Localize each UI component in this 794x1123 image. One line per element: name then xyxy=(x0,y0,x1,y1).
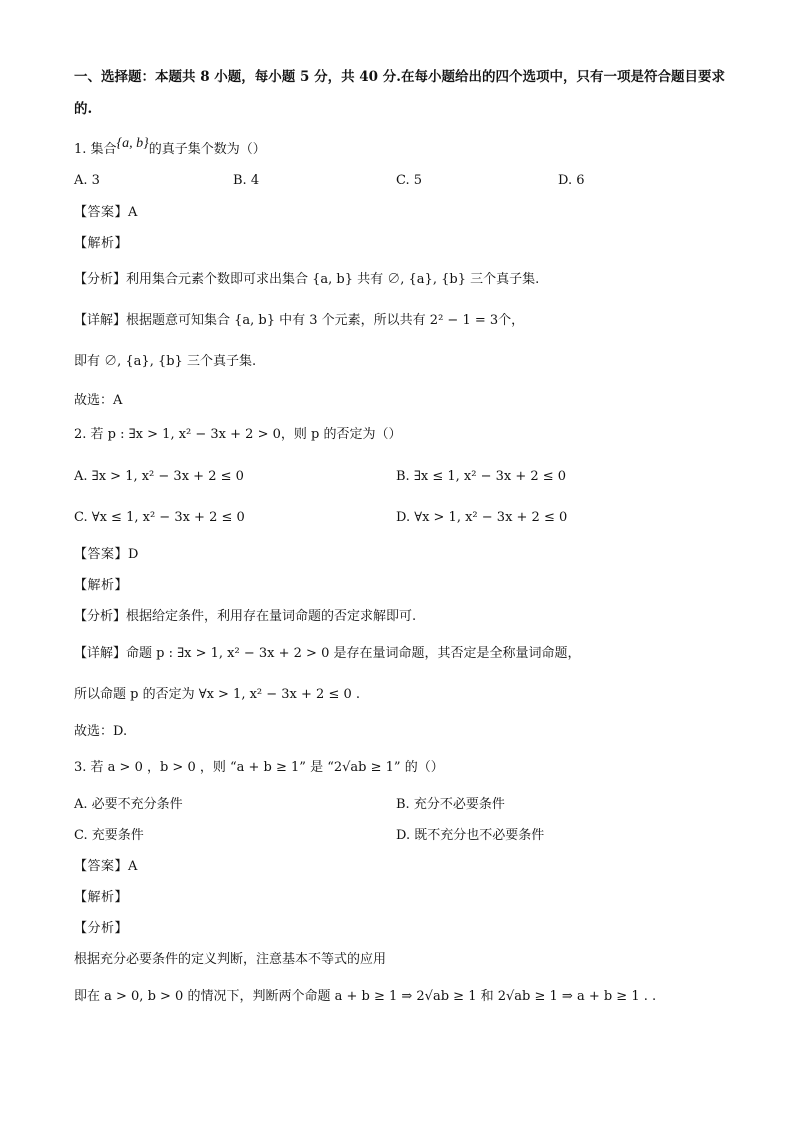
q3-analysis-line2: 即在 a > 0, b > 0 的情况下，判断两个命题 a + b ≥ 1 ⇒ 2√ab ≥ 1 和 2√ab ≥ 1 ⇒ a + b ≥ 1 . . xyxy=(74,989,657,1004)
q3-analysis-line1: 根据充分必要条件的定义判断，注意基本不等式的应用 xyxy=(74,952,387,967)
section-header-line1: 一、选择题：本题共 8 小题，每小题 5 分，共 40 分.在每小题给出的四个选项中，只有一项是符合题目要求 xyxy=(74,69,725,85)
section-header-line2: 的. xyxy=(74,101,93,117)
q1-analysis-label: 【解析】 xyxy=(74,236,129,251)
q1-option-b: B. 4 xyxy=(233,173,260,188)
q3-option-c: C. 充要条件 xyxy=(74,828,144,843)
q1-choice: 故选：A xyxy=(74,393,123,408)
q1-xiangjie-cont: 即有 ∅, {a}, {b} 三个真子集. xyxy=(74,354,257,369)
q1-answer: 【答案】A xyxy=(74,205,138,220)
q2-fenxi: 【分析】根据给定条件，利用存在量词命题的否定求解即可. xyxy=(74,609,417,624)
q1-stem xyxy=(74,136,266,160)
q3-answer: 【答案】A xyxy=(74,859,138,874)
q3-analysis-label: 【解析】 xyxy=(74,890,129,905)
q1-xiangjie: 【详解】根据题意可知集合 {a, b} 中有 3 个元素，所以共有 2² − 1 = 3个， xyxy=(74,313,525,328)
q1-option-a: A. 3 xyxy=(74,173,100,188)
q2-option-b: B. ∃x ≤ 1, x² − 3x + 2 ≤ 0 xyxy=(396,469,567,484)
q3-stem: 3. 若 a > 0 ，b > 0 ，则 “a + b ≥ 1” 是 “2√ab ≥ 1” 的（） xyxy=(74,760,444,775)
q3-fenxi-label: 【分析】 xyxy=(74,921,129,936)
q2-option-c: C. ∀x ≤ 1, x² − 3x + 2 ≤ 0 xyxy=(74,510,245,525)
q2-option-a: A. ∃x > 1, x² − 3x + 2 ≤ 0 xyxy=(74,469,244,484)
q2-option-d: D. ∀x > 1, x² − 3x + 2 ≤ 0 xyxy=(396,510,568,525)
q1-stem-math: {a, b} xyxy=(116,136,149,151)
q1-fenxi: 【分析】利用集合元素个数即可求出集合 {a, b} 共有 ∅, {a}, {b} 三个真子集. xyxy=(74,272,540,287)
q2-xiangjie-cont: 所以命题 p 的否定为 ∀x > 1, x² − 3x + 2 ≤ 0 . xyxy=(74,687,361,702)
q1-stem-post: 的真子集个数为（） xyxy=(148,142,266,157)
q2-choice: 故选：D. xyxy=(74,724,128,739)
q1-option-c: C. 5 xyxy=(396,173,423,188)
q1-stem-pre: 1. 集合 xyxy=(74,142,117,157)
q3-option-a: A. 必要不充分条件 xyxy=(74,797,183,812)
q1-option-d: D. 6 xyxy=(558,173,585,188)
q2-xiangjie: 【详解】命题 p : ∃x > 1, x² − 3x + 2 > 0 是存在量词命题，其否定是全称量词命题， xyxy=(74,646,581,661)
q2-stem: 2. 若 p : ∃x > 1, x² − 3x + 2 > 0，则 p 的否定为（） xyxy=(74,427,402,442)
q3-option-d: D. 既不充分也不必要条件 xyxy=(396,828,545,843)
q2-analysis-label: 【解析】 xyxy=(74,578,129,593)
q3-option-b: B. 充分不必要条件 xyxy=(396,797,505,812)
q2-answer: 【答案】D xyxy=(74,547,139,562)
